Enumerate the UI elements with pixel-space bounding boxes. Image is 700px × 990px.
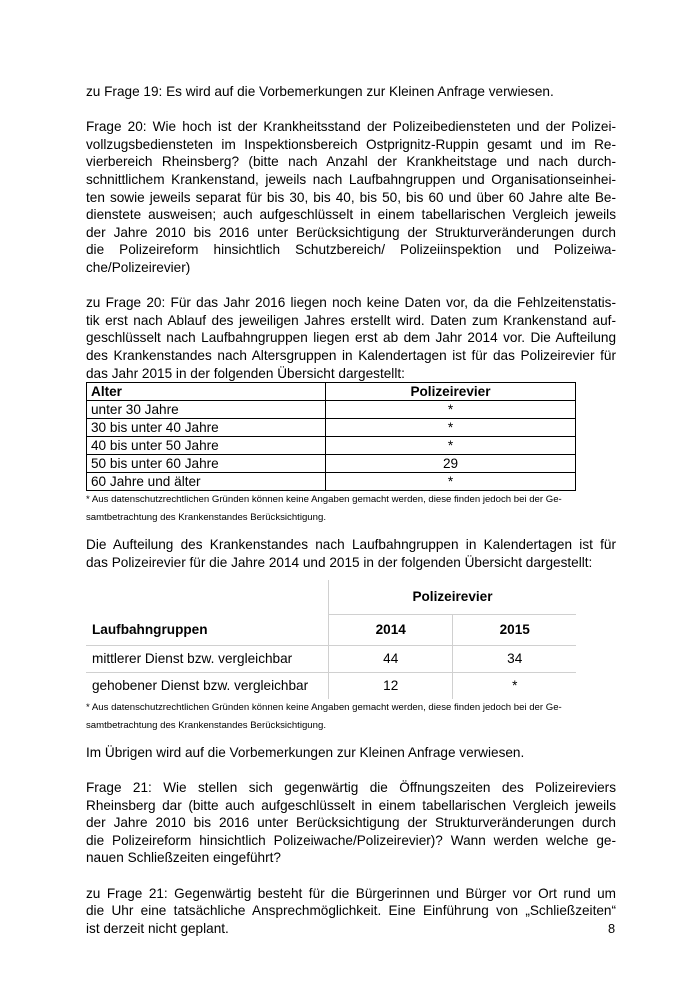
text-line: das Polizeirevier für die Jahre 2014 und 2015 in der folgenden Übersicht dargestellt: [86, 554, 593, 570]
text-line: zu Frage 21: Gegenwärtig besteht für die Bürgerinnen und Bürger vor Ort rund um [86, 885, 616, 901]
text-line: che/Polizeirevier) [86, 259, 191, 275]
text-line: schnittlichem Krankenstand, jeweils nach Laufbahngruppen und Organisationseinhei- [86, 171, 616, 187]
text-line: die Polizeireform hinsichtlich Polizeiwache/Polizeirevier)? Wann werden welche ge- [86, 832, 616, 848]
text-line: der Jahre 2010 bis 2016 unter Berücksichtigung der Strukturveränderungen durch [86, 224, 616, 240]
table-row [87, 473, 576, 491]
year-header: 2014 [329, 615, 453, 646]
table-group-row [86, 580, 576, 615]
answer-21 [86, 885, 616, 938]
table-row [87, 419, 576, 437]
footnote-line: samtbetrachtung des Krankenstandes Berücksichtigung. [86, 719, 326, 731]
document-page [86, 83, 616, 937]
footnote-line: samtbetrachtung des Krankenstandes Berücksichtigung. [86, 512, 326, 524]
question-21 [86, 779, 616, 867]
text-line: des Krankenstandes nach Altersgruppen in Kalendertagen ist für das Polizeirevier für [86, 347, 616, 363]
footnote [86, 491, 616, 527]
text-line: Frage 20: Wie hoch ist der Krankheitsstand der Polizeibediensteten und der Polizei- [86, 119, 616, 135]
value: * [326, 419, 576, 437]
text-line: ten sowie jeweils separat für bis 30, bis 40, bis 50, bis 60 und über 60 Jahre alte Be- [86, 189, 616, 205]
text-line: Frage 21: Wie stellen sich gegenwärtig die Öffnungszeiten des Polizeireviers [86, 779, 616, 795]
column-header-age: Alter [87, 383, 326, 401]
career-table [86, 580, 576, 699]
value: 34 [453, 645, 576, 672]
value: 29 [326, 455, 576, 473]
text-line: der Jahre 2010 bis 2016 unter Berücksichtigung der Strukturveränderungen durch [86, 815, 616, 831]
table-header-row [87, 383, 576, 401]
text-line: vierbereich Rheinsberg? (bitte nach Anzahl der Krankheitstage und nach durch- [86, 154, 616, 170]
age-group: unter 30 Jahre [87, 401, 326, 419]
text-line: zu Frage 20: Für das Jahr 2016 liegen noch keine Daten vor, da die Fehlzeitenstatis- [86, 295, 616, 311]
column-header-revier: Polizeirevier [326, 383, 576, 401]
text-line: dienstete ausweisen; auch aufgeschlüsselt in einem tabellarischen Vergleich jeweils [86, 207, 616, 223]
table-row [86, 645, 576, 672]
value: * [326, 437, 576, 455]
text-line: Im Übrigen wird auf die Vorbemerkungen zur Kleinen Anfrage verwiesen. [86, 744, 525, 760]
table-row [87, 401, 576, 419]
footnote-line: * Aus datenschutzrechtlichen Gründen können keine Angaben gemacht werden, diese finden jedoch bei der Ge- [86, 701, 562, 713]
career-label: mittlerer Dienst bzw. vergleichbar [86, 645, 329, 672]
text-line: tik erst nach Ablauf des jeweiligen Jahres erstellt wird. Daten zum Krankenstand auf- [86, 312, 616, 328]
text-line: geschlüsselt nach Laufbahngruppen liegen erst ab dem Jahr 2014 vor. Die Aufteilung [86, 330, 616, 346]
text-line: vollzugsbediensteten im Inspektionsbereich Ostprignitz-Ruppin gesamt und im Re- [86, 136, 616, 152]
text-line: nauen Schließzeiten eingeführt? [86, 850, 281, 866]
career-label: gehobener Dienst bzw. vergleichbar [86, 672, 329, 699]
text-line: zu Frage 19: Es wird auf die Vorbemerkungen zur Kleinen Anfrage verwiesen. [86, 84, 554, 99]
text-line: ist derzeit nicht geplant. [86, 920, 229, 936]
value: * [326, 473, 576, 491]
text-line: Rheinsberg dar (bitte auch aufgeschlüsselt in einem tabellarischen Vergleich jeweils [86, 797, 616, 813]
age-group: 60 Jahre und älter [87, 473, 326, 491]
table-header-row [86, 615, 576, 646]
age-group: 40 bis unter 50 Jahre [87, 437, 326, 455]
value: * [512, 677, 518, 693]
closing-remark [86, 744, 616, 762]
table-row [86, 672, 576, 699]
table-row [87, 437, 576, 455]
career-intro [86, 536, 616, 571]
page-number: 8 [608, 921, 616, 936]
text-line: die Polizeireform hinsichtlich Schutzbereich/ Polizeiinspektion und Polizeiwa- [86, 242, 616, 258]
value: * [326, 401, 576, 419]
group-header: Polizeirevier [329, 580, 577, 615]
table-row [87, 455, 576, 473]
footnote [86, 699, 616, 735]
footnote-line: * Aus datenschutzrechtlichen Gründen können keine Angaben gemacht werden, diese finden jedoch bei der Ge- [86, 494, 562, 506]
answer-20 [86, 294, 616, 382]
value: 12 [329, 672, 453, 699]
text-line: die Uhr eine tatsächliche Ansprechmöglichkeit. Eine Einführung von „Schließzeiten“ [86, 903, 616, 919]
value: 44 [329, 645, 453, 672]
answer-19 [86, 83, 616, 101]
age-table [86, 382, 576, 491]
question-20 [86, 118, 616, 276]
text-line: das Jahr 2015 in der folgenden Übersicht dargestellt: [86, 365, 405, 381]
age-group: 50 bis unter 60 Jahre [87, 455, 326, 473]
age-group: 30 bis unter 40 Jahre [87, 419, 326, 437]
text-line: Die Aufteilung des Krankenstandes nach Laufbahngruppen in Kalendertagen ist für [86, 537, 616, 553]
year-header: 2015 [453, 615, 576, 646]
row-header: Laufbahngruppen [86, 615, 329, 646]
